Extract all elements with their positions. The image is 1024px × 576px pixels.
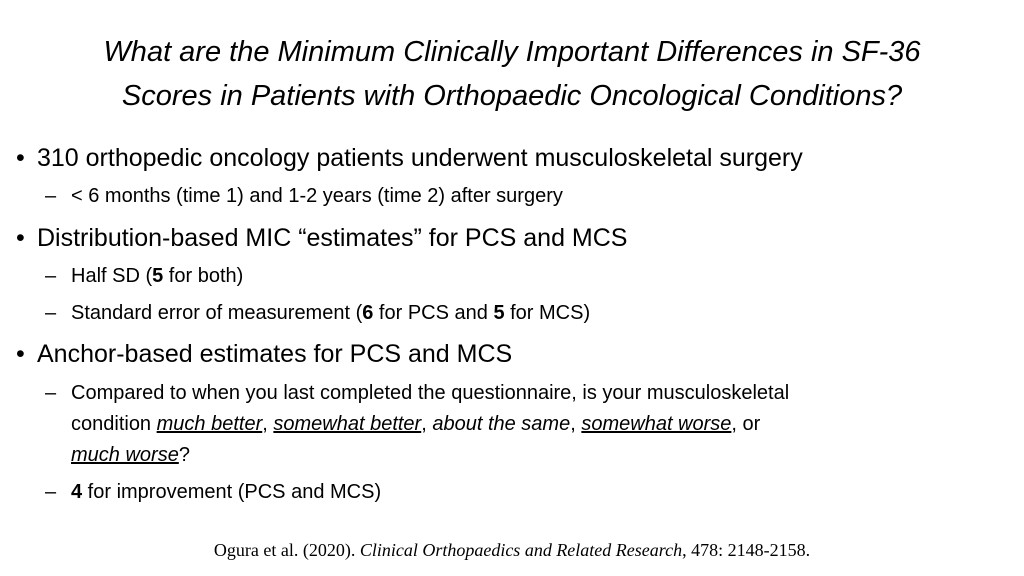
title-line-1: What are the Minimum Clinically Important Differences in SF-36 — [103, 36, 921, 68]
bullet-3-sub-1-line-3: much worse? — [71, 444, 190, 466]
dash-icon: – — [45, 185, 57, 207]
bullet-1: 310 orthopedic oncology patients underwent musculoskeletal surgery — [37, 144, 803, 172]
dash-icon: – — [45, 265, 57, 287]
bullet-icon: • — [16, 224, 25, 252]
bullet-2: Distribution-based MIC “estimates” for PCS and MCS — [37, 224, 628, 252]
bullet-icon: • — [16, 144, 25, 172]
option-about-the-same: about the same — [432, 413, 571, 435]
citation-journal: Clinical Orthopaedics and Related Research — [359, 540, 683, 560]
option-much-worse: much worse — [71, 444, 179, 466]
bullet-3: Anchor-based estimates for PCS and MCS — [37, 340, 513, 368]
option-somewhat-better: somewhat better — [273, 413, 422, 435]
dash-icon: – — [45, 481, 57, 503]
bullet-3-sub-1-line-1: Compared to when you last completed the questionnaire, is your musculoskeletal — [71, 382, 790, 404]
bullet-3-sub-1-line-2: condition much better, somewhat better, about the same, somewhat worse, or — [71, 413, 761, 435]
bullet-icon: • — [16, 340, 25, 368]
option-much-better: much better — [156, 413, 263, 435]
bullet-3-sub-2: 4 for improvement (PCS and MCS) — [71, 481, 382, 503]
option-somewhat-worse: somewhat worse — [581, 413, 732, 435]
bullet-2-sub-2: Standard error of measurement (6 for PCS and 5 for MCS) — [71, 302, 591, 324]
title-line-2: Scores in Patients with Orthopaedic Oncological Conditions? — [121, 80, 903, 112]
bullet-1-sub-1: < 6 months (time 1) and 1-2 years (time 2) after surgery — [71, 185, 563, 207]
bullet-2-sub-1: Half SD (5 for both) — [71, 265, 244, 287]
citation: Ogura et al. (2020). Clinical Orthopaedics and Related Research, 478: 2148-2158. — [213, 540, 811, 560]
slide-title — [0, 30, 1024, 118]
dash-icon: – — [45, 302, 57, 324]
dash-icon: – — [45, 382, 57, 404]
